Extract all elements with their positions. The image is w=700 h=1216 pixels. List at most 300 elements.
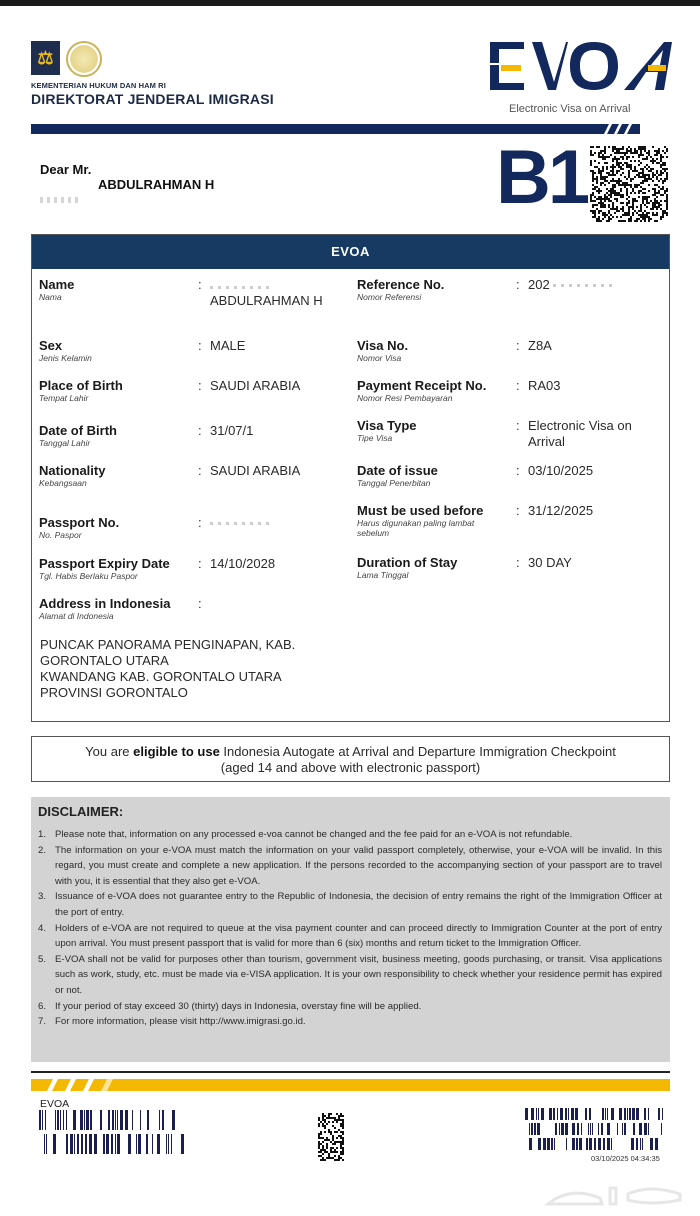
qr-module [338, 1117, 340, 1119]
qr-module [646, 178, 648, 180]
qr-module [656, 162, 658, 164]
barcode-bar [136, 1134, 137, 1154]
qr-module [638, 154, 640, 156]
barcode-bar [561, 1123, 564, 1135]
disclaimer-item [38, 827, 662, 843]
qr-module [654, 200, 656, 202]
qr-module [656, 212, 658, 214]
qr-module [622, 168, 624, 170]
qr-module [620, 184, 622, 186]
qr-module [636, 184, 638, 186]
qr-module [652, 206, 654, 208]
qr-module [626, 158, 628, 160]
qr-module [320, 1137, 322, 1139]
qr-module [666, 178, 668, 180]
barcode-bar [636, 1138, 638, 1150]
qr-module [664, 210, 666, 212]
qr-module [636, 152, 638, 154]
redacted-text [40, 177, 98, 189]
qr-module [592, 204, 594, 206]
qr-module [666, 190, 668, 192]
qr-module [620, 202, 622, 204]
qr-module [656, 176, 658, 178]
qr-module [596, 198, 598, 200]
qr-module [640, 162, 642, 164]
qr-module [336, 1121, 338, 1123]
qr-module [642, 168, 644, 170]
colon: : [198, 277, 202, 292]
qr-module [328, 1155, 330, 1157]
barcode-bar [538, 1108, 539, 1120]
qr-module [666, 156, 668, 158]
qr-module [632, 204, 634, 206]
qr-module [318, 1117, 320, 1119]
qr-module [640, 216, 642, 218]
disclaimer-item [38, 843, 662, 890]
barcode-bar [650, 1138, 653, 1150]
qr-module [610, 194, 612, 196]
qr-module [666, 204, 668, 206]
salutation: Dear Mr. [40, 162, 92, 177]
qr-module [598, 156, 600, 158]
qr-module [602, 218, 604, 220]
qr-module [636, 212, 638, 214]
qr-module [660, 208, 662, 210]
qr-module [646, 214, 648, 216]
qr-module [656, 196, 658, 198]
qr-module [624, 220, 626, 222]
logo-subtitle: Electronic Visa on Arrival [509, 103, 631, 115]
qr-module [664, 146, 666, 148]
barcode-bar [619, 1108, 622, 1120]
qr-module [648, 150, 650, 152]
field-value-payment-receipt: RA03 [528, 378, 561, 393]
qr-module [606, 166, 608, 168]
qr-module [600, 198, 602, 200]
qr-module [666, 172, 668, 174]
qr-module [630, 206, 632, 208]
qr-module [664, 180, 666, 182]
qr-module [340, 1131, 342, 1133]
qr-module [660, 158, 662, 160]
qr-module [602, 168, 604, 170]
barcode-bar [111, 1134, 113, 1154]
qr-module [640, 182, 642, 184]
qr-module [616, 162, 618, 164]
qr-module [340, 1123, 342, 1125]
qr-module [616, 172, 618, 174]
qr-module [644, 204, 646, 206]
qr-module [644, 166, 646, 168]
qr-module [652, 188, 654, 190]
qr-module [646, 158, 648, 160]
qr-module [320, 1131, 322, 1133]
qr-module [632, 202, 634, 204]
qr-module [322, 1137, 324, 1139]
qr-module [664, 190, 666, 192]
qr-module [598, 146, 600, 148]
qr-module [334, 1117, 336, 1119]
barcode-bar [90, 1110, 92, 1130]
qr-module [642, 146, 644, 148]
barcode-bar [605, 1108, 606, 1120]
field-sublabel: Tanggal Lahir [39, 438, 91, 448]
qr-module [324, 1151, 326, 1153]
barcode-bar [577, 1123, 579, 1135]
qr-module [644, 148, 646, 150]
qr-module [666, 150, 668, 152]
barcode-bar [81, 1134, 83, 1154]
qr-module [602, 150, 604, 152]
qr-module [658, 206, 660, 208]
qr-module [612, 174, 614, 176]
qr-module [648, 174, 650, 176]
qr-module [644, 220, 646, 222]
qr-module [648, 216, 650, 218]
qr-module [602, 154, 604, 156]
qr-module [600, 176, 602, 178]
qr-module [328, 1121, 330, 1123]
qr-module [662, 164, 664, 166]
field-value-passport-no [210, 515, 270, 531]
qr-module [612, 168, 614, 170]
qr-module [626, 162, 628, 164]
qr-module [624, 152, 626, 154]
qr-module [654, 206, 656, 208]
field-payment-receipt [357, 378, 486, 403]
qr-module [652, 158, 654, 160]
barcode-bar [529, 1138, 532, 1150]
qr-module [606, 192, 608, 194]
qr-module [624, 176, 626, 178]
qr-module [622, 210, 624, 212]
field-value-place-of-birth: SAUDI ARABIA [210, 378, 301, 393]
qr-module [628, 156, 630, 158]
qr-module [324, 1159, 326, 1161]
qr-module [660, 204, 662, 206]
qr-module [638, 164, 640, 166]
qr-module [598, 218, 600, 220]
qr-module [322, 1141, 324, 1143]
qr-module [338, 1159, 340, 1161]
qr-module [322, 1115, 324, 1117]
qr-module [318, 1143, 320, 1145]
qr-module [318, 1119, 320, 1121]
qr-module [606, 196, 608, 198]
qr-module [666, 194, 668, 196]
qr-module [342, 1121, 344, 1123]
qr-module [328, 1153, 330, 1155]
barcode-bar [60, 1110, 61, 1130]
qr-module [644, 198, 646, 200]
qr-module [324, 1131, 326, 1133]
qr-module [318, 1155, 320, 1157]
qr-module [612, 148, 614, 150]
disclaimer-title: DISCLAIMER: [38, 804, 124, 819]
qr-module [330, 1131, 332, 1133]
barcode-bar [603, 1138, 605, 1150]
qr-module [642, 200, 644, 202]
qr-module [638, 192, 640, 194]
qr-module [622, 196, 624, 198]
qr-module [320, 1133, 322, 1135]
qr-module [598, 210, 600, 212]
qr-module [652, 214, 654, 216]
qr-module [334, 1149, 336, 1151]
qr-module [328, 1139, 330, 1141]
qr-module [614, 174, 616, 176]
qr-module [332, 1117, 334, 1119]
qr-module [598, 172, 600, 174]
qr-module [642, 202, 644, 204]
field-label: Must be used before [357, 503, 484, 518]
qr-module [612, 190, 614, 192]
visa-details-card [31, 234, 670, 722]
qr-module [612, 158, 614, 160]
qr-module [616, 150, 618, 152]
qr-module [590, 162, 592, 164]
barcode-bar [103, 1134, 105, 1154]
qr-module [634, 192, 636, 194]
qr-module [594, 212, 596, 214]
qr-module [648, 190, 650, 192]
qr-module [656, 170, 658, 172]
qr-module [630, 216, 632, 218]
qr-module [618, 178, 620, 180]
address-line: GORONTALO UTARA [40, 653, 169, 668]
qr-module [646, 152, 648, 154]
barcode-bar [543, 1138, 546, 1150]
barcode-bar [106, 1134, 109, 1154]
immigration-seal-icon [66, 41, 102, 77]
qr-module [630, 160, 632, 162]
qr-module [654, 202, 656, 204]
barcode-bar [642, 1138, 643, 1150]
qr-module [650, 160, 652, 162]
barcode-bar [553, 1108, 555, 1120]
qr-module [646, 174, 648, 176]
qr-module [632, 214, 634, 216]
qr-module [330, 1147, 332, 1149]
barcode-bar [590, 1123, 591, 1135]
qr-module [642, 214, 644, 216]
qr-module [638, 176, 640, 178]
qr-module [324, 1127, 326, 1129]
qr-module [614, 152, 616, 154]
qr-module [334, 1151, 336, 1153]
qr-module [594, 166, 596, 168]
qr-module [342, 1123, 344, 1125]
qr-module [612, 160, 614, 162]
barcode-bar [115, 1110, 116, 1130]
qr-module [604, 180, 606, 182]
qr-module [614, 146, 616, 148]
qr-module [600, 174, 602, 176]
qr-module [640, 152, 642, 154]
qr-module [644, 150, 646, 152]
qr-module [336, 1131, 338, 1133]
qr-module [612, 188, 614, 190]
qr-module [660, 188, 662, 190]
qr-module [652, 212, 654, 214]
field-passport-expiry [39, 556, 170, 581]
qr-module [654, 220, 656, 222]
qr-module [616, 192, 618, 194]
field-sublabel: Tipe Visa [357, 433, 393, 443]
qr-module [592, 176, 594, 178]
qr-module [328, 1157, 330, 1159]
qr-module [630, 192, 632, 194]
qr-module [624, 162, 626, 164]
qr-module [320, 1121, 322, 1123]
qr-module [612, 186, 614, 188]
qr-module [624, 186, 626, 188]
barcode-bar [644, 1123, 647, 1135]
qr-module [620, 152, 622, 154]
qr-module [628, 206, 630, 208]
qr-module [342, 1153, 344, 1155]
qr-module [596, 220, 598, 222]
autogate-prefix: You are [85, 744, 134, 759]
qr-module [628, 196, 630, 198]
redacted-text [210, 522, 270, 525]
item-text: Holders of e-VOA are not required to queue at the visa payment counter and can proceed directly to Immigration Counter at the port of entry upon arrival. You must present passport that is valid for more than 6 (six) months and return ticket to the Immigration Officer. [55, 922, 662, 950]
qr-module [664, 162, 666, 164]
qr-module [608, 156, 610, 158]
qr-module [608, 172, 610, 174]
item-number: 7. [38, 1016, 47, 1028]
qr-module [610, 218, 612, 220]
qr-module [604, 194, 606, 196]
qr-module [646, 200, 648, 202]
barcode-bar [592, 1123, 593, 1135]
watermark-logo [540, 1180, 690, 1210]
qr-module [640, 172, 642, 174]
barcode-bar [586, 1138, 588, 1150]
qr-module [604, 150, 606, 152]
qr-module [652, 202, 654, 204]
colon: : [516, 503, 520, 518]
barcode-bar [585, 1108, 587, 1120]
qr-module [340, 1147, 342, 1149]
qr-module [332, 1143, 334, 1145]
qr-module [342, 1131, 344, 1133]
qr-module [342, 1119, 344, 1121]
qr-module [618, 166, 620, 168]
field-value-visa-no: Z8A [528, 338, 552, 353]
qr-module [320, 1155, 322, 1157]
qr-module [598, 162, 600, 164]
qr-module [608, 212, 610, 214]
barcode-bar [571, 1108, 574, 1120]
field-value-sex: MALE [210, 338, 246, 353]
qr-module [318, 1135, 320, 1137]
qr-module [600, 196, 602, 198]
qr-module [646, 198, 648, 200]
barcode-bar [648, 1123, 649, 1135]
barcode-bar [639, 1123, 642, 1135]
qr-module [624, 182, 626, 184]
qr-module [594, 186, 596, 188]
qr-module [616, 194, 618, 196]
autogate-suffix: Indonesia Autogate at Arrival and Departure Immigration Checkpoint [219, 744, 616, 759]
qr-module [660, 216, 662, 218]
address-line: PUNCAK PANORAMA PENGINAPAN, KAB. [40, 637, 296, 652]
qr-module [652, 172, 654, 174]
qr-module [342, 1139, 344, 1141]
qr-module [342, 1127, 344, 1129]
field-address [39, 596, 170, 621]
item-text: For more information, please visit http://www.imigrasi.go.id. [55, 1016, 306, 1028]
barcode-bar [607, 1123, 610, 1135]
qr-module [326, 1145, 328, 1147]
field-visa-type [357, 418, 417, 443]
barcode-bar [73, 1110, 76, 1130]
field-sublabel: Lama Tinggal [357, 570, 409, 580]
qr-module [662, 182, 664, 184]
qr-module [660, 178, 662, 180]
field-value-visa-type: Electronic Visa on Arrival [528, 418, 632, 449]
qr-module [338, 1141, 340, 1143]
field-passport-no [39, 515, 119, 540]
qr-module [340, 1137, 342, 1139]
barcode-bar [80, 1110, 83, 1130]
qr-module [654, 184, 656, 186]
qr-module [620, 148, 622, 150]
qr-module [666, 176, 668, 178]
qr-module [332, 1147, 334, 1149]
qr-module [662, 188, 664, 190]
qr-module [654, 214, 656, 216]
qr-module [318, 1145, 320, 1147]
qr-module [616, 164, 618, 166]
qr-module [660, 160, 662, 162]
qr-module [590, 154, 592, 156]
qr-module [342, 1133, 344, 1135]
barcode-bar [598, 1138, 601, 1150]
qr-module [610, 166, 612, 168]
qr-module [598, 198, 600, 200]
qr-module [324, 1115, 326, 1117]
qr-module [658, 180, 660, 182]
barcode-bar [662, 1108, 663, 1120]
qr-module [636, 200, 638, 202]
qr-module [604, 212, 606, 214]
qr-module [616, 180, 618, 182]
field-label: Passport No. [39, 515, 120, 530]
qr-module [636, 220, 638, 222]
barcode-bar [627, 1108, 628, 1120]
qr-module [664, 212, 666, 214]
qr-module [340, 1141, 342, 1143]
qr-module [322, 1119, 324, 1121]
qr-module [616, 170, 618, 172]
disclaimer-item [38, 999, 662, 1015]
qr-module [604, 158, 606, 160]
qr-module [622, 194, 624, 196]
qr-module [626, 214, 628, 216]
qr-module [628, 150, 630, 152]
disclaimer-list [38, 827, 662, 1030]
qr-module [626, 150, 628, 152]
field-sex [39, 338, 92, 363]
qr-module [604, 162, 606, 164]
qr-module [322, 1149, 324, 1151]
qr-module [634, 148, 636, 150]
qr-module [606, 172, 608, 174]
qr-module [628, 166, 630, 168]
qr-module [656, 178, 658, 180]
